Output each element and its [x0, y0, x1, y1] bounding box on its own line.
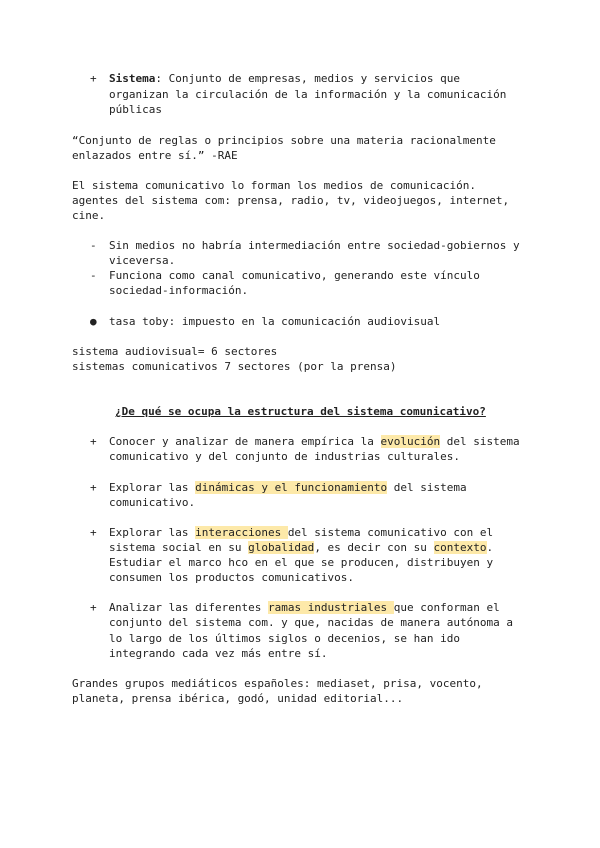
item-3-line-2: [109, 540, 493, 555]
item-2-line-2: comunicativo.: [109, 496, 196, 509]
highlight-evolucion: evolución: [380, 435, 441, 448]
grupos-line-1: Grandes grupos mediáticos españoles: mediaset, prisa, vocento,: [72, 677, 483, 690]
rae-quote-line-1: “Conjunto de reglas o principios sobre una materia racionalmente: [72, 134, 496, 147]
dash-item-2-line-1: Funciona como canal comunicativo, generando este vínculo: [109, 269, 480, 282]
highlight-interacciones: interacciones: [195, 526, 288, 539]
item-3-text-b: del sistema comunicativo con el: [287, 526, 494, 539]
grupos-line-2: planeta, prensa ibérica, godó, unidad editorial...: [72, 692, 404, 705]
sectores-line-2: sistemas comunicativos 7 sectores (por la prensa): [72, 360, 397, 373]
sistema-line-2: organizan la circulación de la información y la comunicación: [109, 88, 507, 101]
plus-bullet-icon: +: [90, 72, 97, 85]
item-3-line-3: Estudiar el marco hco en el que se producen, distribuyen y: [109, 556, 494, 569]
section-heading: ¿De qué se ocupa la estructura del sistema comunicativo?: [115, 405, 486, 418]
dash-item-1-line-2: viceversa.: [109, 254, 176, 267]
item-3-text-c: sistema social en su: [109, 541, 249, 554]
intro-line-1: El sistema comunicativo lo forman los medios de comunicación.: [72, 179, 476, 192]
item-2-line-1: [109, 480, 467, 495]
item-4-line-4: integrando cada vez más entre sí.: [109, 647, 328, 660]
sistema-line-1: [109, 71, 460, 86]
plus-bullet-icon: +: [90, 526, 97, 539]
item-1-text-b: del sistema: [440, 435, 520, 448]
item-3-line-4: consumen los productos comunicativos.: [109, 571, 355, 584]
item-4-line-2: conjunto del sistema com. y que, nacidas de manera autónoma a: [109, 616, 513, 629]
highlight-globalidad: globalidad: [248, 541, 315, 554]
highlight-contexto: contexto: [433, 541, 487, 554]
plus-bullet-icon: +: [90, 481, 97, 494]
highlight-ramas-industriales: ramas industriales: [267, 601, 394, 614]
dash-item-1-line-1: Sin medios no habría intermediación entre sociedad-gobiernos y: [109, 239, 520, 252]
tasa-toby-text: tasa toby: impuesto en la comunicación audiovisual: [109, 315, 441, 328]
dash-bullet-icon: -: [90, 269, 97, 282]
item-3-text-d: , es decir con su: [314, 541, 434, 554]
intro-line-3: cine.: [72, 209, 106, 222]
highlight-dinamicas: dinámicas y el funcionamiento: [195, 481, 388, 494]
item-4-line-1: [109, 600, 500, 615]
rae-quote-line-2: enlazados entre sí.” -RAE: [72, 149, 238, 162]
dash-item-2-line-2: sociedad-información.: [109, 284, 249, 297]
plus-bullet-icon: +: [90, 435, 97, 448]
plus-bullet-icon: +: [90, 601, 97, 614]
intro-line-2: agentes del sistema com: prensa, radio, tv, videojuegos, internet,: [72, 194, 510, 207]
item-4-text-b: que conforman el: [393, 601, 500, 614]
item-1-line-2: comunicativo y del conjunto de industrias culturales.: [109, 450, 460, 463]
item-2-text-a: Explorar las: [109, 481, 196, 494]
item-1-text-a: Conocer y analizar de manera empírica la: [109, 435, 381, 448]
item-3-line-1: [109, 525, 493, 540]
item-3-text-e: .: [486, 541, 494, 554]
item-2-text-b: del sistema: [387, 481, 467, 494]
item-3-text-a: Explorar las: [109, 526, 196, 539]
sistema-definition: : Conjunto de empresas, medios y servicios que: [155, 72, 460, 85]
dash-bullet-icon: -: [90, 239, 97, 252]
item-4-text-a: Analizar las diferentes: [109, 601, 268, 614]
dot-bullet-icon: ●: [90, 315, 97, 328]
item-4-line-3: lo largo de los últimos siglos o decenios, se han ido: [109, 632, 460, 645]
sistema-line-3: públicas: [109, 103, 162, 116]
sistema-term: Sistema: [109, 72, 156, 85]
sectores-line-1: sistema audiovisual= 6 sectores: [72, 345, 278, 358]
item-1-line-1: [109, 434, 520, 449]
